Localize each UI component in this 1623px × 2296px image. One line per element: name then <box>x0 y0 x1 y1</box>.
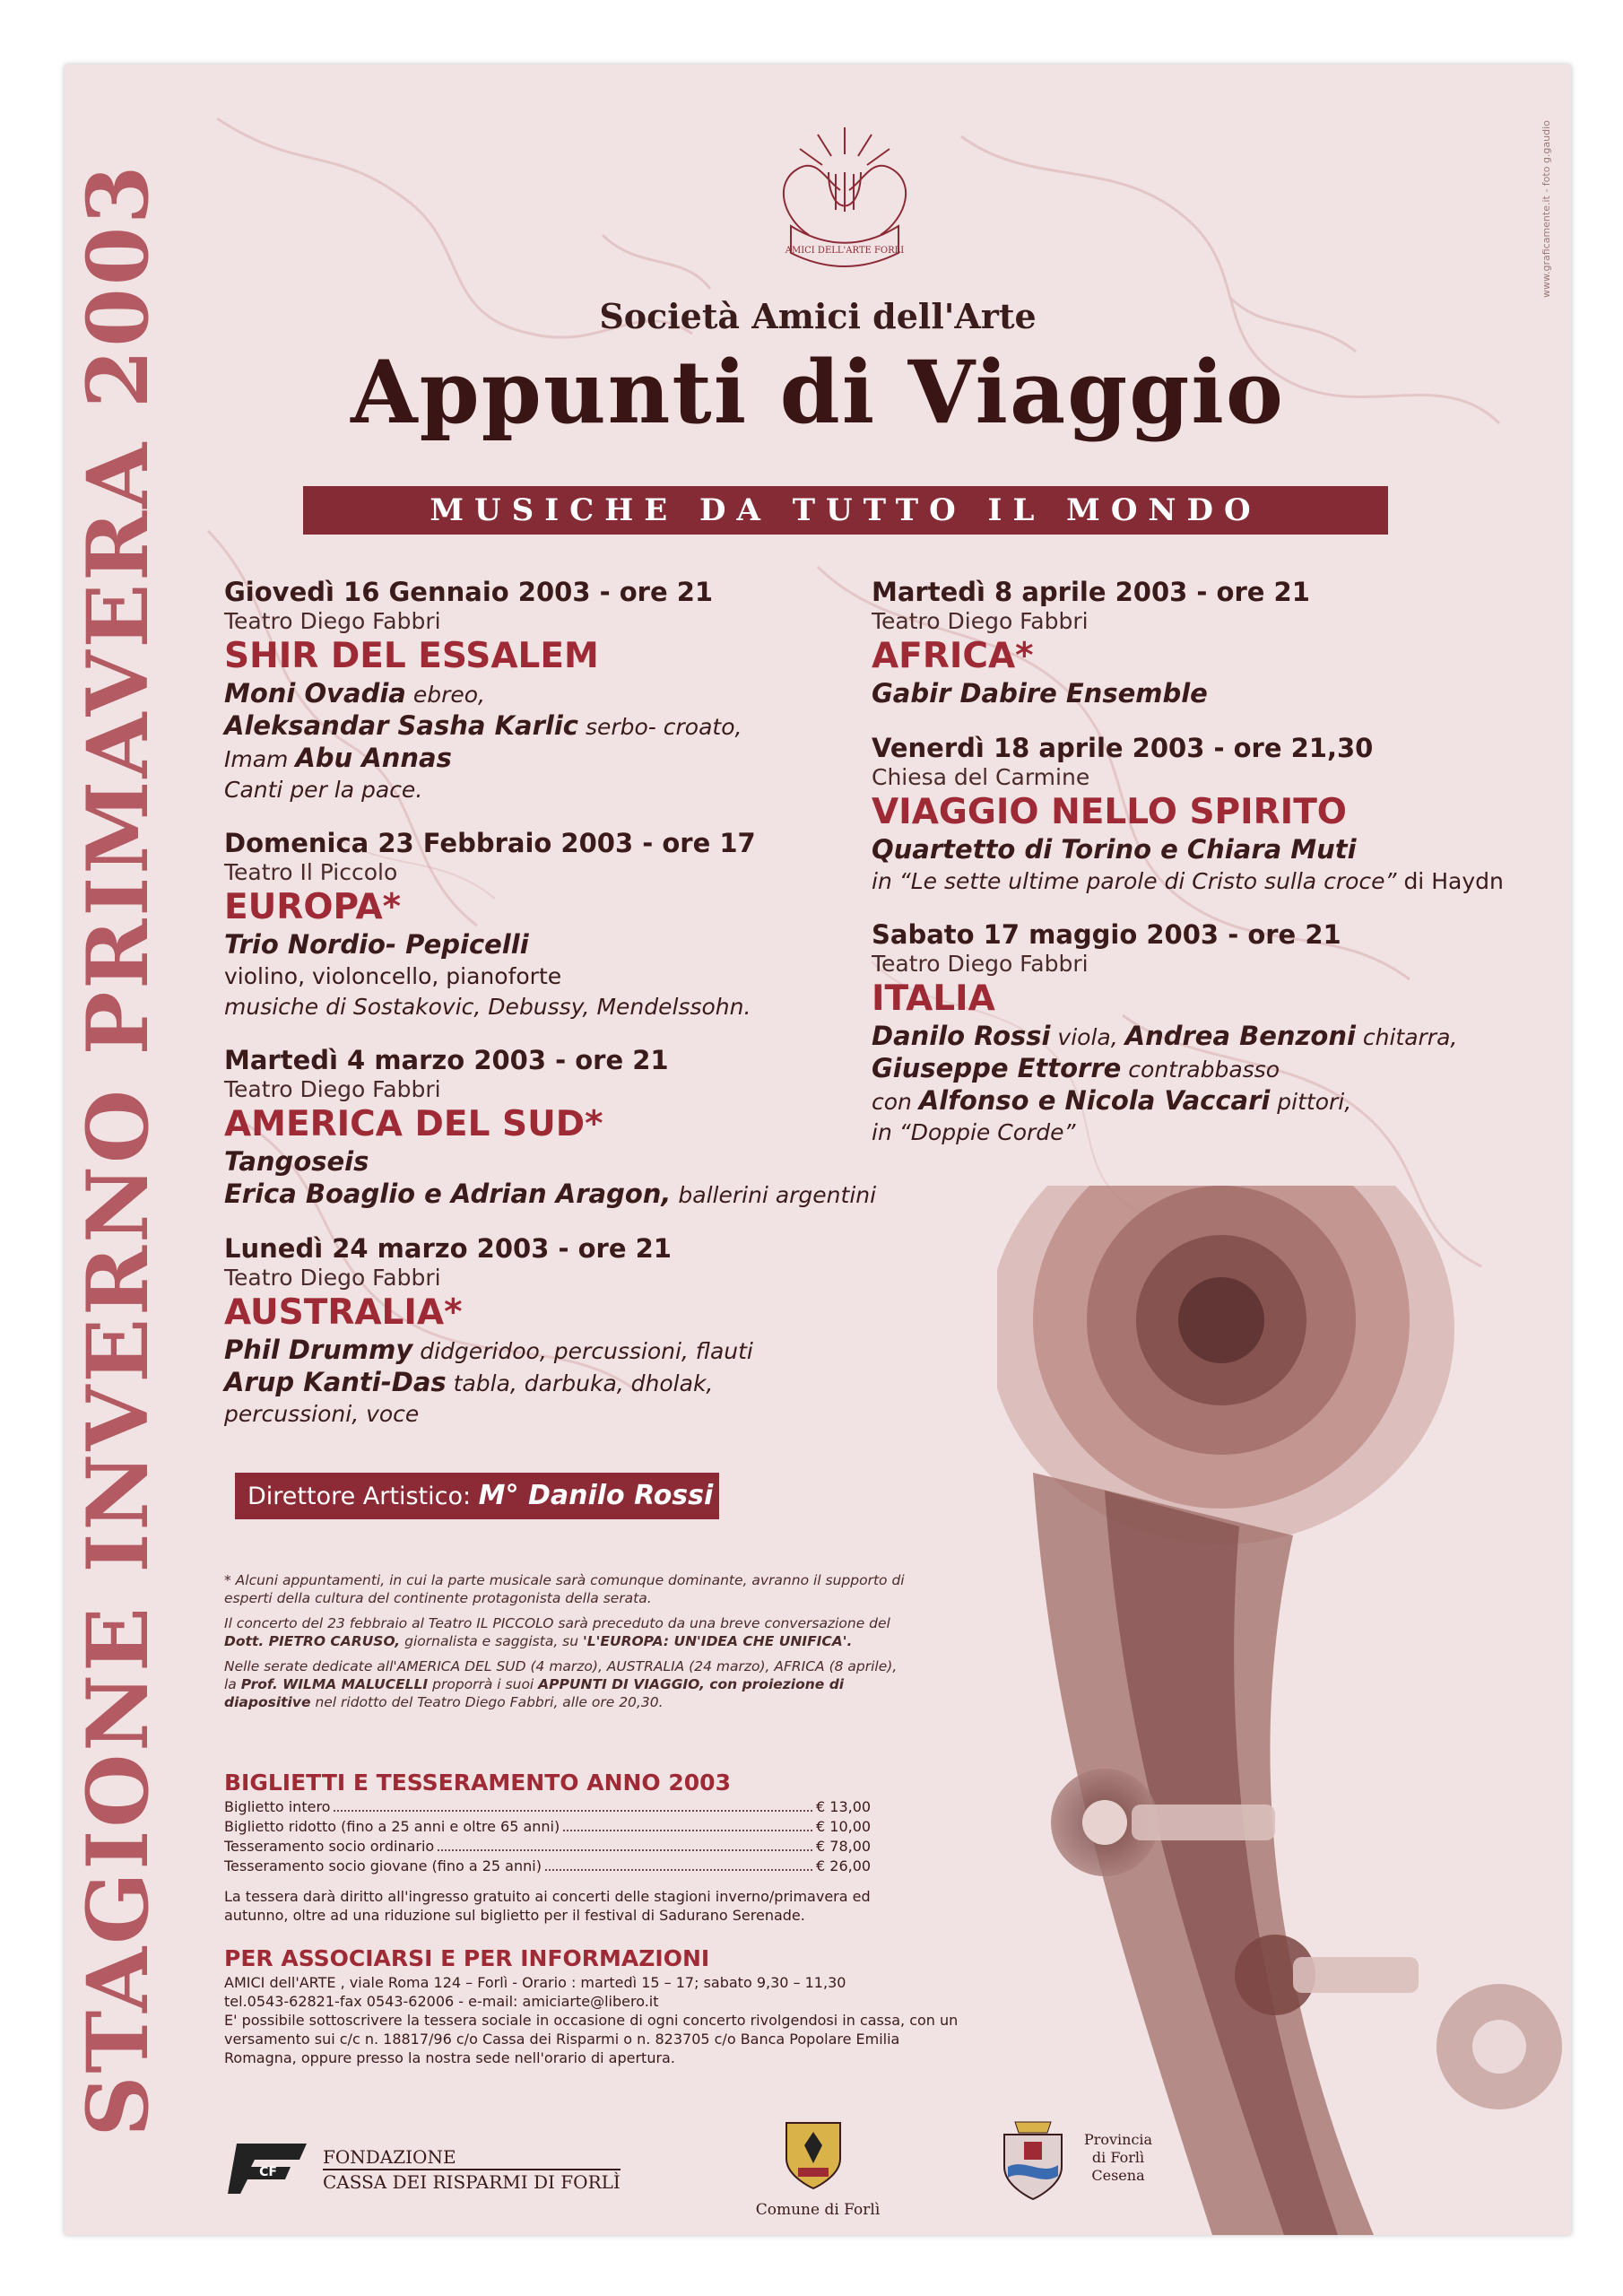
event-shir-del-essalem <box>224 576 906 805</box>
event-date: Sabato 17 maggio 2003 - ore 21 <box>872 919 1341 950</box>
comune-name: Comune di Forlì <box>755 2201 881 2219</box>
ticket-row: Biglietto intero € 13,00 <box>224 1798 872 1815</box>
event-italia <box>872 918 1553 1148</box>
director-name: M° Danilo Rossi <box>478 1480 714 1511</box>
provincia-coat-of-arms-icon <box>997 2113 1069 2203</box>
note-1: * Alcuni appuntamenti, in cui la parte musicale sarà comunque dominante, avranno il supporto di esperti della cultura del continente protagonista della serata. <box>224 1572 905 1606</box>
performer-line: Arup Kanti-Das tabla, darbuka, dholak, <box>224 1367 714 1397</box>
left-events-column <box>224 576 906 1451</box>
event-venue: Teatro Diego Fabbri <box>224 1265 441 1291</box>
performer-line: Gabir Dabire Ensemble <box>872 678 1208 709</box>
event-viaggio-nello-spirito <box>872 732 1553 897</box>
notes-section <box>224 1571 906 1718</box>
artistic-director-banner <box>235 1473 719 1519</box>
performer-line: Moni Ovadia ebreo, <box>224 678 485 709</box>
info-payment: E' possibile sottoscrivere la tessera sociale in occasione di ogni concerto rivolgendosi in cassa, con un versamento sui c/c n. 18817/96 c/o Cassa dei Risparmi o n. 823705 c/o Banca Popolare Emilia Romagna, oppure presso la nostra sede nell'orario di apertura. <box>224 2012 959 2066</box>
performer-line: Imam Abu Annas <box>224 743 452 773</box>
performer-line: in “Le sette ultime parole di Cristo sulla croce” di Haydn <box>872 868 1504 894</box>
society-emblem-logo <box>755 118 934 271</box>
tickets-section <box>224 1769 888 1925</box>
note-3: Nelle serate dedicate all'AMERICA DEL SUD (4 marzo), AUSTRALIA (24 marzo), AFRICA (8 aprile), la Prof. WILMA MALUCELLI proporrà i suoi APPUNTI DI VIAGGIO, con proiezione di diapositive nel ridotto del Teatro Diego Fabbri, alle ore 20,30. <box>224 1658 898 1710</box>
event-date: Venerdì 18 aprile 2003 - ore 21,30 <box>872 733 1374 763</box>
poster <box>65 65 1571 2235</box>
tickets-heading: BIGLIETTI E TESSERAMENTO ANNO 2003 <box>224 1770 731 1796</box>
performer-line: Trio Nordio- Pepicelli <box>224 929 529 960</box>
performer-line: musiche di Sostakovic, Debussy, Mendelssohn. <box>224 994 751 1020</box>
performer-line: Phil Drummy didgeridoo, percussioni, flauti <box>224 1335 753 1365</box>
event-date: Giovedì 16 Gennaio 2003 - ore 21 <box>224 577 714 607</box>
comune-coat-of-arms-icon <box>782 2118 845 2190</box>
fondazione-name: FONDAZIONE CASSA DEI RISPARMI DI FORLÌ <box>323 2146 621 2193</box>
event-africa <box>872 576 1553 710</box>
info-heading: PER ASSOCIARSI E PER INFORMAZIONI <box>224 1945 710 1971</box>
fondazione-logo-icon <box>228 2140 308 2196</box>
event-date: Martedì 8 aprile 2003 - ore 21 <box>872 577 1310 607</box>
photo-credit: www.graficamente.it - foto g.gaudio <box>1541 120 1552 298</box>
side-title-season: STAGIONE INVERNO PRIMAVERA 2003 <box>69 162 168 2137</box>
performer-line: Giuseppe Ettorre contrabbasso <box>872 1053 1280 1083</box>
event-title: SHIR DEL ESSALEM <box>224 636 599 676</box>
event-date: Lunedì 24 marzo 2003 - ore 21 <box>224 1233 672 1264</box>
event-date: Martedì 4 marzo 2003 - ore 21 <box>224 1045 669 1075</box>
ticket-row: Biglietto ridotto (fino a 25 anni e oltre 65 anni) € 10,00 <box>224 1818 872 1835</box>
svg-text:CF: CF <box>259 2165 277 2179</box>
info-contacts: tel.0543-62821-fax 0543-62006 - e-mail: amiciarte@libero.it <box>224 1993 659 2010</box>
right-events-column <box>872 576 1553 1170</box>
performer-line: in “Doppie Corde” <box>872 1119 1076 1145</box>
performer-line: Erica Boaglio e Adrian Aragon, ballerini argentini <box>224 1178 877 1209</box>
performer-line: Quartetto di Torino e Chiara Muti <box>872 834 1357 865</box>
event-title: EUROPA* <box>224 887 402 927</box>
ticket-row: Tesseramento socio giovane (fino a 25 anni) € 26,00 <box>224 1857 872 1874</box>
performer-line: percussioni, voce <box>224 1401 420 1427</box>
event-venue: Teatro Diego Fabbri <box>872 608 1089 634</box>
performer-line: Danilo Rossi viola, Andrea Benzoni chitarra, <box>872 1021 1458 1051</box>
event-title: AUSTRALIA* <box>224 1292 463 1333</box>
provincia-name: Provincia di Forlì Cesena <box>1083 2131 1153 2184</box>
performer-line: violino, violoncello, pianoforte <box>224 963 562 989</box>
violin-scroll-illustration <box>997 1186 1571 2235</box>
society-name: Società Amici dell'Arte <box>599 296 1037 336</box>
performer-line: con Alfonso e Nicola Vaccari pittori, <box>872 1085 1352 1116</box>
event-title: ITALIA <box>872 978 995 1019</box>
event-title: AFRICA* <box>872 636 1034 676</box>
svg-text:AMICI DELL'ARTE FORLI: AMICI DELL'ARTE FORLI <box>785 246 905 256</box>
performer-line: Aleksandar Sasha Karlic serbo- croato, <box>224 710 742 741</box>
event-venue: Teatro Diego Fabbri <box>224 608 441 634</box>
info-address: AMICI dell'ARTE , viale Roma 124 – Forlì - Orario : martedì 15 – 17; sabato 9,30 – 11,30 <box>224 1974 846 1991</box>
sponsors-bar <box>65 2100 1571 2235</box>
event-date: Domenica 23 Febbraio 2003 - ore 17 <box>224 828 756 858</box>
membership-text: La tessera darà diritto all'ingresso gratuito ai concerti delle stagioni inverno/primavera ed autunno, oltre ad una riduzione sul biglietto per il festival di Sadurano Serenade. <box>224 1888 871 1924</box>
info-section <box>224 1944 959 2067</box>
event-venue: Chiesa del Carmine <box>872 764 1090 790</box>
event-australia <box>224 1232 906 1430</box>
event-venue: Teatro Diego Fabbri <box>224 1076 441 1102</box>
subtitle-banner: MUSICHE DA TUTTO IL MONDO <box>303 486 1388 535</box>
note-2: Il concerto del 23 febbraio al Teatro IL PICCOLO sarà preceduto da una breve conversazione del Dott. PIETRO CARUSO, giornalista e saggista, su 'L'EUROPA: UN'IDEA CHE UNIFICA'. <box>224 1615 890 1649</box>
director-label: Direttore Artistico: <box>247 1483 472 1510</box>
performer-line: Tangoseis <box>224 1146 369 1177</box>
performer-line: Canti per la pace. <box>224 777 423 803</box>
event-venue: Teatro Diego Fabbri <box>872 951 1089 977</box>
event-america-del-sud <box>224 1044 906 1211</box>
ticket-row: Tesseramento socio ordinario € 78,00 <box>224 1838 872 1855</box>
event-title: VIAGGIO NELLO SPIRITO <box>872 792 1347 832</box>
event-venue: Teatro Il Piccolo <box>224 859 398 885</box>
poster-title: Appunti di Viaggio <box>351 342 1285 443</box>
event-europa <box>224 827 906 1022</box>
event-title: AMERICA DEL SUD* <box>224 1104 603 1144</box>
